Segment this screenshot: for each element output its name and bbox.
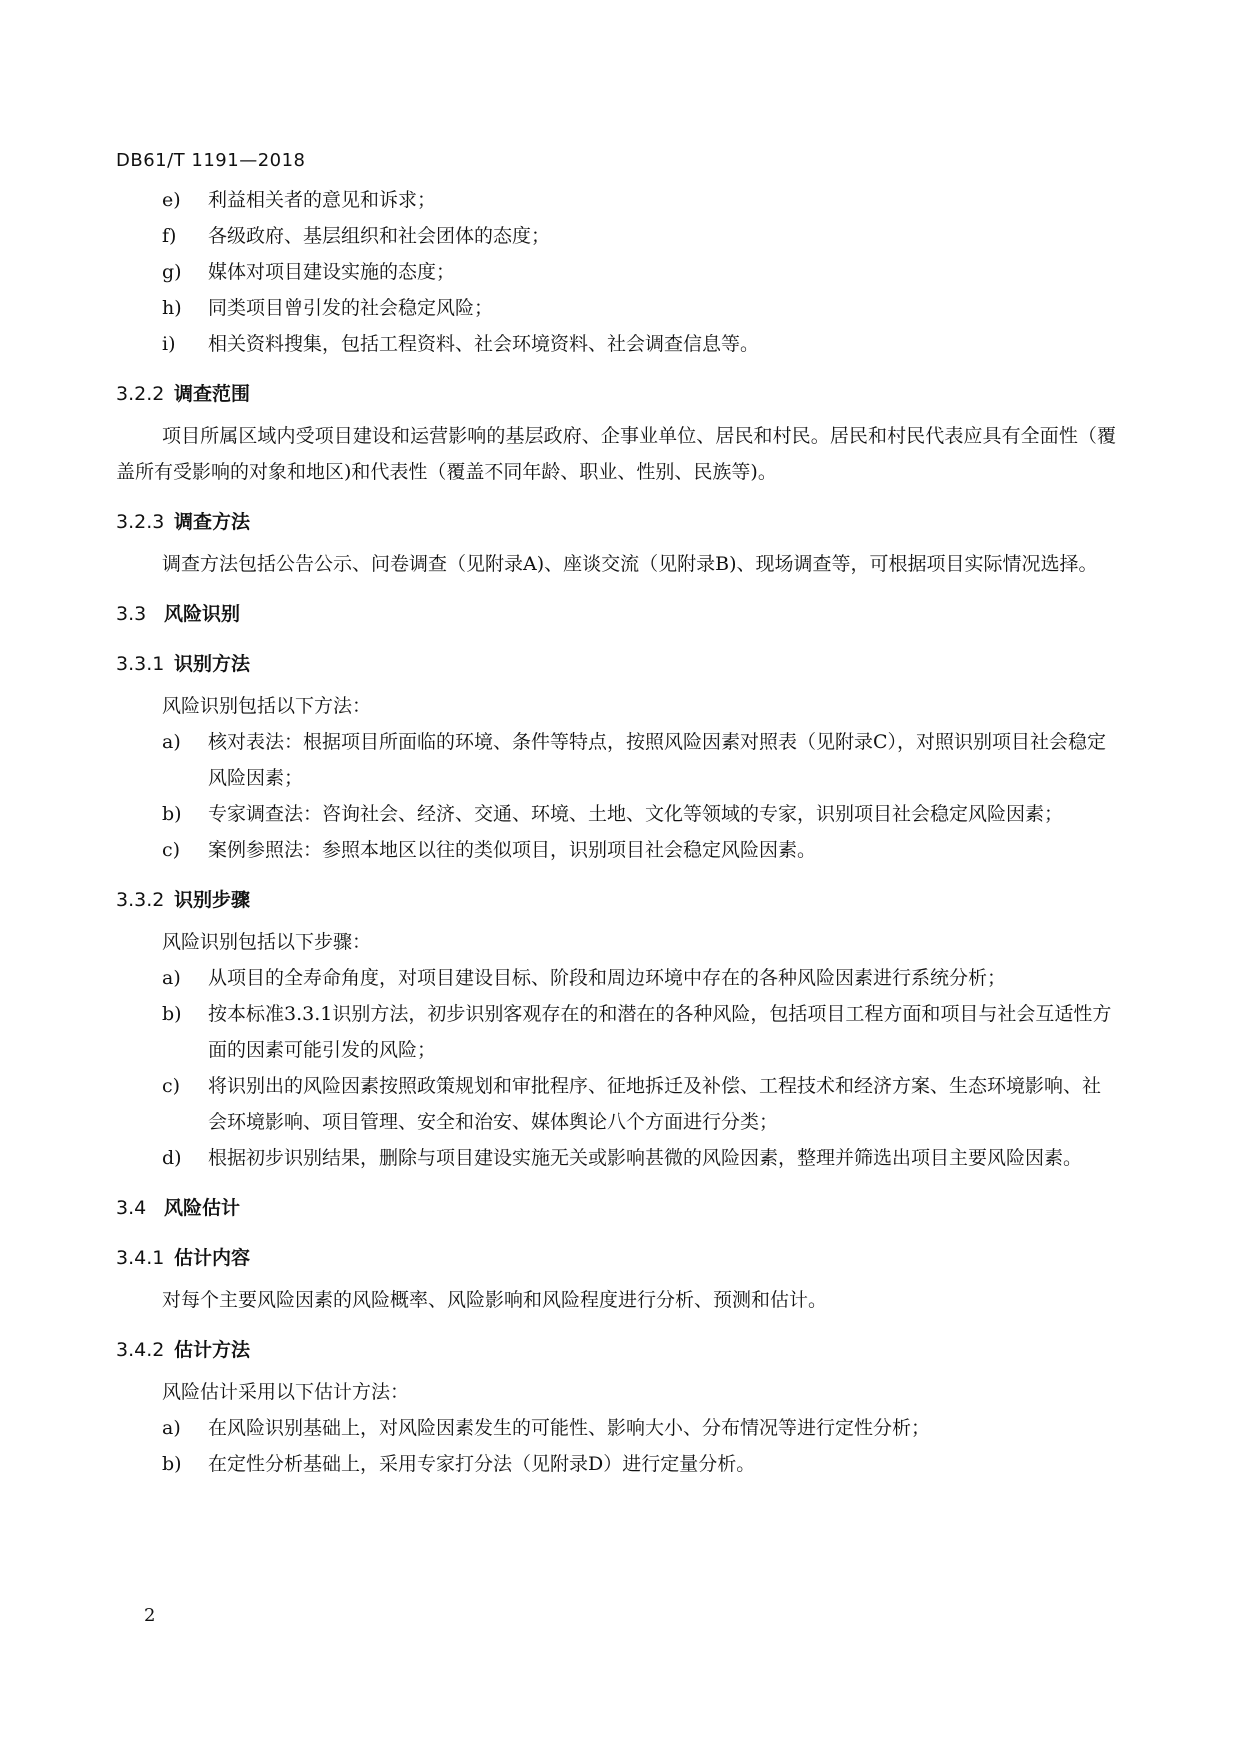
list-item: c) 将识别出的风险因素按照政策规划和审批程序、征地拆迁及补偿、工程技术和经济方案、生态环境影响、社会环境影响、项目管理、安全和治安、媒体舆论八个方面进行分类；: [162, 1075, 1102, 1133]
list-item: b) 专家调查法：咨询社会、经济、交通、环境、土地、文化等领域的专家，识别项目社会稳定风险因素；: [162, 803, 1064, 825]
section-heading-3-4-1: 3.4.1 估计内容: [116, 1247, 251, 1269]
section-heading-3-2-2: 3.2.2 调查范围: [116, 383, 251, 405]
list-item: a) 在风险识别基础上，对风险因素发生的可能性、影响大小、分布情况等进行定性分析；: [162, 1417, 931, 1439]
list-item: h) 同类项目曾引发的社会稳定风险；: [162, 297, 494, 319]
section-heading-3-4: 3.4 风险估计: [116, 1197, 241, 1219]
section-paragraph: 项目所属区域内受项目建设和运营影响的基层政府、企事业单位、居民和村民。居民和村民代表应具有全面性（覆盖所有受影响的对象和地区)和代表性（覆盖不同年龄、职业、性别、民族等)。: [116, 425, 1116, 483]
list-item: c) 案例参照法：参照本地区以往的类似项目，识别项目社会稳定风险因素。: [162, 839, 817, 861]
section-heading-3-4-2: 3.4.2 估计方法: [116, 1339, 251, 1361]
list-item: i) 相关资料搜集，包括工程资料、社会环境资料、社会调查信息等。: [162, 333, 760, 355]
section-heading-3-3-1: 3.3.1 识别方法: [116, 653, 251, 675]
list-item: b) 按本标准3.3.1识别方法，初步识别客观存在的和潜在的各种风险，包括项目工程方面和项目与社会互适性方面的因素可能引发的风险；: [162, 1003, 1112, 1061]
list-item: a) 从项目的全寿命角度，对项目建设目标、阶段和周边环境中存在的各种风险因素进行系统分析；: [162, 967, 1007, 989]
page-number: 2: [144, 1605, 156, 1626]
list-item: e) 利益相关者的意见和诉求；: [162, 189, 437, 211]
section-heading-3-3-2: 3.3.2 识别步骤: [116, 889, 251, 911]
section-intro: 风险估计采用以下估计方法：: [162, 1381, 410, 1403]
section-heading-3-2-3: 3.2.3 调查方法: [116, 511, 251, 533]
list-item: g) 媒体对项目建设实施的态度；: [162, 261, 456, 283]
list-item: d) 根据初步识别结果，删除与项目建设实施无关或影响甚微的风险因素，整理并筛选出项目主要风险因素。: [162, 1147, 1083, 1169]
section-paragraph: 对每个主要风险因素的风险概率、风险影响和风险程度进行分析、预测和估计。: [162, 1289, 828, 1311]
section-intro: 风险识别包括以下方法：: [162, 695, 372, 717]
list-item: b) 在定性分析基础上，采用专家打分法（见附录D）进行定量分析。: [162, 1453, 756, 1475]
list-item: a) 核对表法：根据项目所面临的环境、条件等特点，按照风险因素对照表（见附录C），对照识别项目社会稳定风险因素；: [162, 731, 1107, 789]
section-intro: 风险识别包括以下步骤：: [162, 931, 372, 953]
document-code: DB61/T 1191—2018: [116, 150, 306, 171]
section-paragraph: 调查方法包括公告公示、问卷调查（见附录A)、座谈交流（见附录B)、现场调查等，可根据项目实际情况选择。: [162, 553, 1098, 575]
list-item: f) 各级政府、基层组织和社会团体的态度；: [162, 225, 551, 247]
section-heading-3-3: 3.3 风险识别: [116, 603, 241, 625]
page-content: [116, 182, 1116, 1482]
